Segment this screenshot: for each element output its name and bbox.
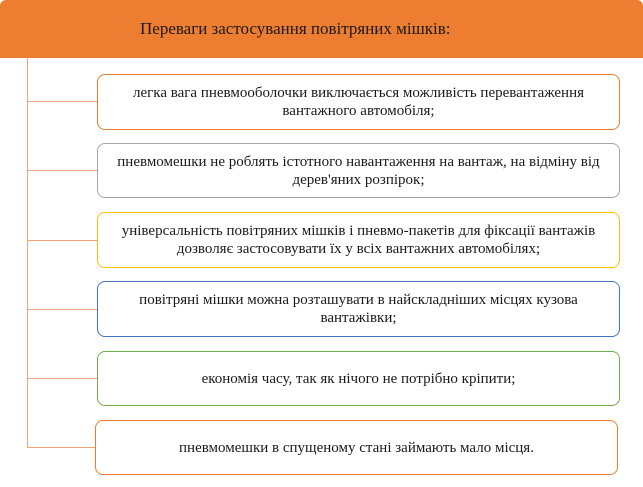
- connector-branch-2: [27, 170, 97, 171]
- advantage-text-2: пневмомешки не роблять істотного навантаження на вантаж, на відміну від дерев'яних розпірок;: [117, 153, 600, 188]
- advantage-text-4: повітряні мішки можна розташувати в найскладніших місцях кузова вантажівки;: [139, 292, 578, 326]
- advantage-box-3: [97, 212, 620, 268]
- advantage-text-1: легка вага пневмооболочки виключається можливість перевантаження вантажного автомобіля;: [132, 85, 585, 119]
- advantage-box-6: [95, 420, 618, 475]
- connector-branch-3: [27, 240, 97, 241]
- advantage-box-4: [97, 281, 620, 337]
- advantage-box-1: [97, 74, 620, 130]
- advantage-box-5: [97, 351, 620, 406]
- connector-branch-6: [27, 447, 95, 448]
- advantage-text-6: пневмомешки в спущеному стані займають мало місця.: [179, 439, 534, 456]
- connector-branch-1: [27, 101, 97, 102]
- connector-branch-4: [27, 309, 97, 310]
- diagram-title: Переваги застосування повітряних мішків:: [140, 19, 451, 38]
- diagram-header: [0, 0, 643, 58]
- connector-branch-5: [27, 378, 97, 379]
- advantage-box-2: [97, 143, 620, 198]
- connector-trunk: [27, 58, 28, 447]
- advantage-text-5: економія часу, так як нічого не потрібно кріпити;: [201, 370, 516, 387]
- advantage-text-3: універсальність повітряних мішків і пневмо-пакетів для фіксації вантажів дозволяє застосовувати їх у всіх вантажних автомобілях;: [121, 223, 596, 257]
